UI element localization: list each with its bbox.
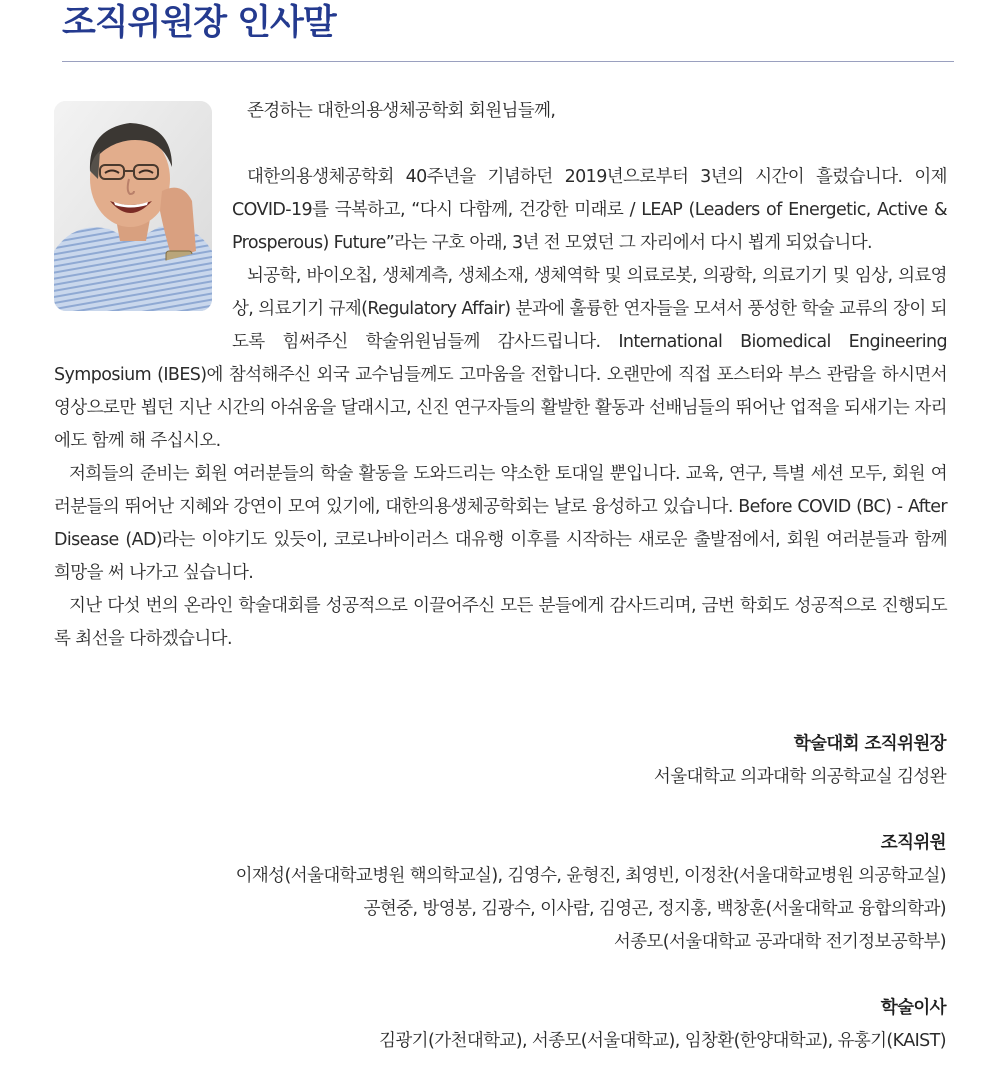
chair-section: [236, 728, 946, 794]
letter-greeting: 존경하는 대한의용생체공학회 회원님들께,: [247, 101, 556, 121]
chair-heading: 학술대회 조직위원장: [793, 734, 946, 754]
committee-line: 서종모(서울대학교 공과대학 전기정보공학부): [613, 932, 946, 952]
committee-line: 공현중, 방영봉, 김광수, 이사람, 김영곤, 정지홍, 백창훈(서울대학교 융합의학과): [363, 899, 946, 919]
page-title: 조직위원장 인사말: [62, 3, 336, 43]
committee-heading: 조직위원: [880, 833, 946, 853]
directors-section: [236, 992, 946, 1058]
title-divider: [62, 61, 954, 62]
letter-paragraph-3: 저희들의 준비는 회원 여러분들의 학술 활동을 도와드리는 약소한 토대일 뿐입니다. 교육, 연구, 특별 세션 모두, 회원 여러분들의 뛰어난 지혜와 강연이 모여 있기에, 대한의용생체공학회는 날로 융성하고 있습니다. Before COVID (BC) - After Disease (AD)라는 이야기도 있듯이, 코로나바이러스 대유행 이후를 시작하는 새로운 출발점에서, 회원 여러분들과 함께 희망을 써 나가고 싶습니다.: [54, 464, 947, 583]
portrait-spacer: [54, 95, 232, 343]
letter-paragraph-4: 지난 다섯 번의 온라인 학술대회를 성공적으로 이끌어주신 모든 분들에게 감사드리며, 금번 학회도 성공적으로 진행되도록 최선을 다하겠습니다.: [54, 596, 947, 649]
letter-paragraph-1: 대한의용생체공학회 40주년을 기념하던 2019년으로부터 3년의 시간이 흘렀습니다. 이제 COVID-19를 극복하고, “다시 다함께, 건강한 미래로 / LEAP (Leaders of Energetic, Active & Prosperous) Future”라는 구호 아래, 3년 전 모였던 그 자리에서 다시 뵙게 되었습니다.: [232, 167, 947, 253]
directors-line: 김광기(가천대학교), 서종모(서울대학교), 임창환(한양대학교), 유홍기(KAIST): [379, 1031, 946, 1051]
committee-section: [236, 827, 946, 959]
signature-block: [236, 728, 946, 1058]
letter-body: [54, 95, 947, 656]
directors-heading: 학술이사: [880, 998, 946, 1018]
letter-paragraph-2: 뇌공학, 바이오칩, 생체계측, 생체소재, 생체역학 및 의료로봇, 의광학, 의료기기 및 임상, 의료영상, 의료기기 규제(Regulatory Affair) 분과에 훌륭한 연자들을 모셔서 풍성한 학술 교류의 장이 되도록 힘써주신 학술위원님들께 감사드립니다. International Biomedical Engineering Symposium (IBES)에 참석해주신 외국 교수님들께도 고마움을 전합니다. 오랜만에 직접 포스터와 부스 관람을 하시면서 영상으로만 뵙던 지난 시간의 아쉬움을 달래시고, 신진 연구자들의 활발한 활동과 선배님들의 뛰어난 업적을 되새기는 자리에도 함께 해 주십시오.: [54, 266, 947, 451]
chair-name: 서울대학교 의과대학 의공학교실 김성완: [653, 767, 946, 787]
committee-line: 이재성(서울대학교병원 핵의학교실), 김영수, 윤형진, 최영빈, 이정찬(서울대학교병원 의공학교실): [235, 866, 946, 886]
